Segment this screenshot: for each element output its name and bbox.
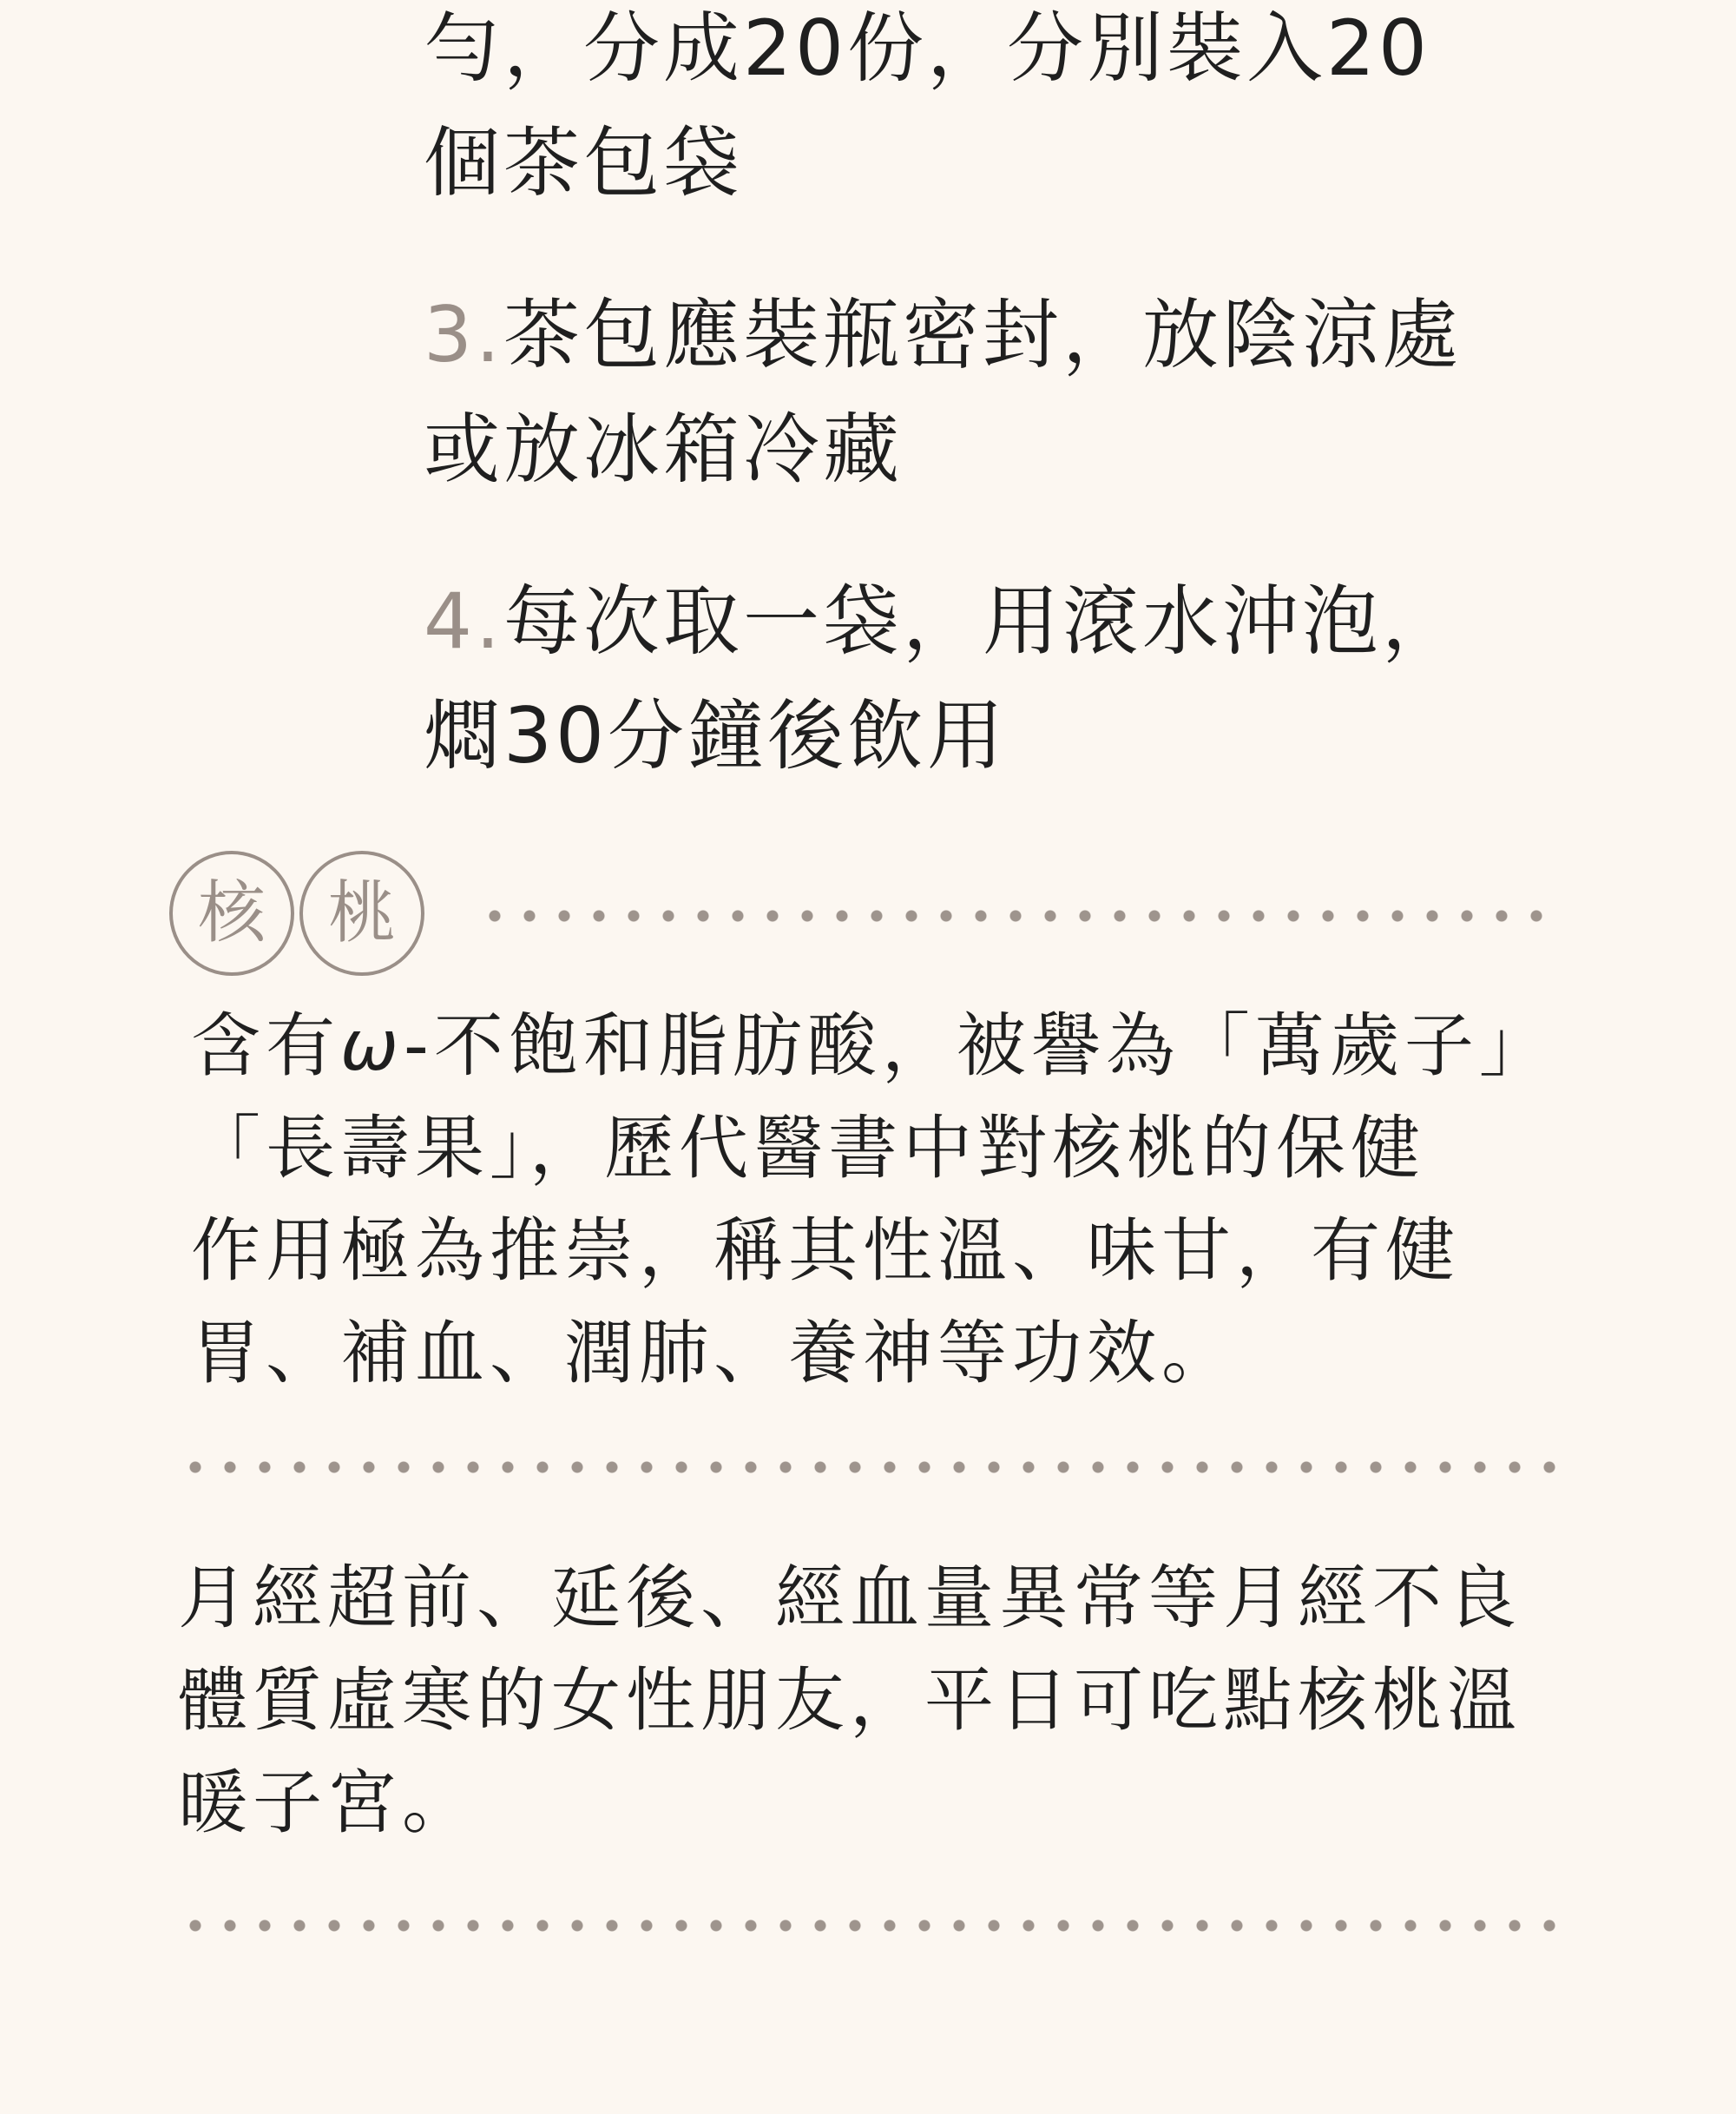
note-line: 月經超前、延後、經血量異常等月經不良: [178, 1558, 1522, 1638]
omega-symbol: ω: [340, 1005, 404, 1086]
ingredient-badge: 桃: [299, 851, 424, 976]
step-text-line: 燜30分鐘後飲用: [424, 691, 1007, 780]
step-text-line: 或放冰箱冷藏: [424, 405, 904, 494]
step-item: [424, 0, 1552, 221]
note-paragraph: [178, 1547, 1522, 1854]
step-item: [424, 564, 1552, 794]
ingredient-description: [191, 995, 1554, 1405]
description-line: [191, 995, 1554, 1097]
description-text: -不飽和脂肪酸，被譽為「萬歲子」: [404, 1005, 1554, 1086]
steps-list: [424, 0, 1552, 794]
note-line: 體質虛寒的女性朋友，平日可吃點核桃溫: [178, 1660, 1522, 1741]
ingredient-badge: 核: [169, 851, 294, 976]
dotted-divider: [178, 1920, 1567, 1932]
ingredient-heading: [169, 851, 1575, 981]
description-text: 含有: [191, 1005, 340, 1086]
step-text-line: [424, 564, 1552, 679]
dotted-divider: [178, 1461, 1567, 1473]
step-text-line: 勻，分成20份，分別裝入20: [424, 3, 1430, 93]
description-line: 胃、補血、潤肺、養神等功效。: [191, 1313, 1236, 1393]
step-text-line: 個茶包袋: [424, 118, 744, 207]
step-text: 茶包應裝瓶密封，放陰涼處: [503, 290, 1462, 379]
step-text: 每次取一袋，用滾水沖泡，: [503, 576, 1462, 666]
dotted-divider: [477, 910, 1562, 922]
description-line: 作用極為推崇，稱其性溫、味甘，有健: [191, 1210, 1460, 1291]
description-line: 「長壽果」，歷代醫書中對核桃的保健: [191, 1108, 1425, 1189]
step-number: 4.: [424, 576, 503, 666]
step-item: [424, 278, 1552, 507]
note-line: 暖子宮。: [178, 1762, 477, 1843]
step-text-line: [424, 278, 1552, 392]
step-number: 3.: [424, 290, 503, 379]
